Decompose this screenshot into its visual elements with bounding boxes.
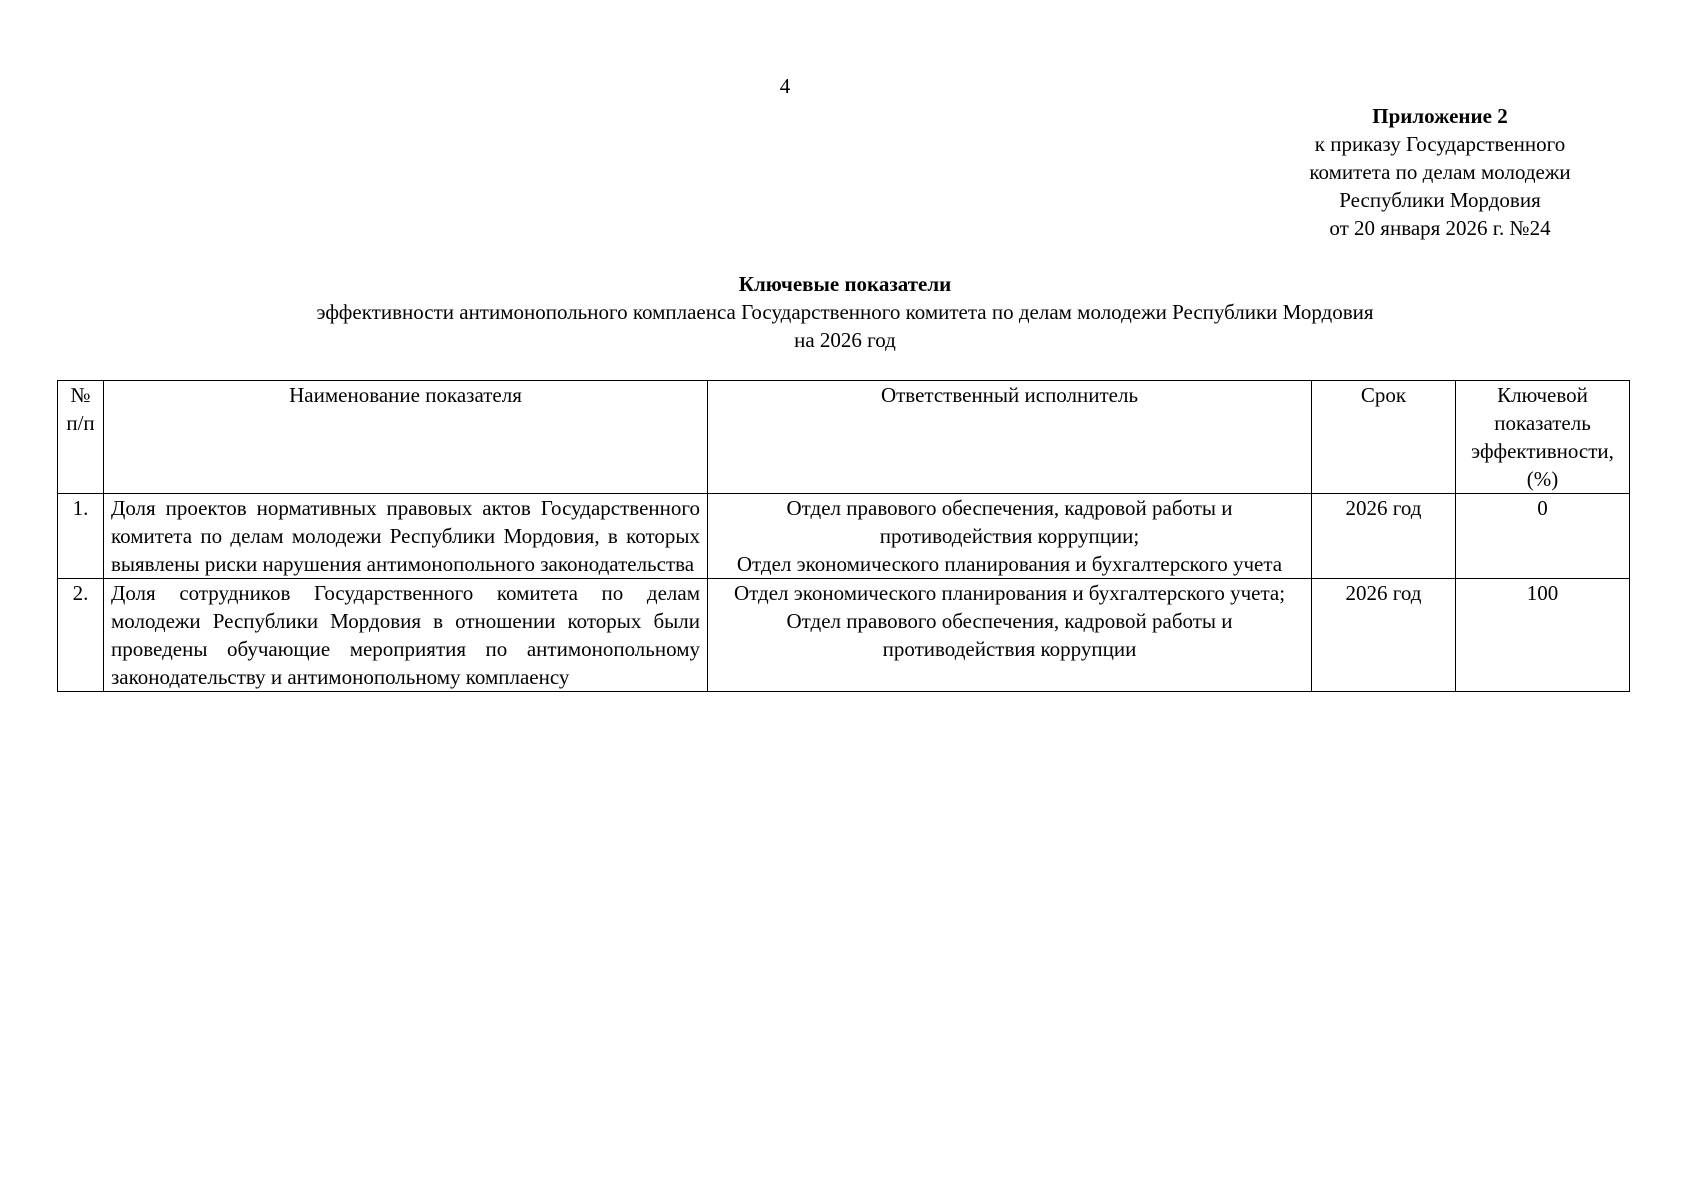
header-key: Ключевой показатель эффективности, (%) [1456,381,1630,494]
responsible-department: Отдел экономического планирования и бухгалтерского учета [736,552,1283,576]
appendix-line: комитета по делам молодежи [1309,160,1571,184]
table-header-row [58,381,1630,494]
row-responsible [708,579,1312,692]
row-term: 2026 год [1312,579,1456,692]
appendix-line: от 20 января 2026 г. №24 [1329,216,1551,240]
row-num: 1. [58,494,104,579]
header-term: Срок [1312,381,1456,494]
row-key-indicator: 0 [1456,494,1630,579]
header-num: № п/п [58,381,104,494]
appendix-title: Приложение 2 [1372,104,1508,128]
row-term: 2026 год [1312,494,1456,579]
document-period: на 2026 год [794,328,896,352]
appendix-block [1250,102,1630,242]
header-name: Наименование показателя [104,381,708,494]
table-row [58,494,1630,579]
document-subtitle: эффективности антимонопольного комплаенса Государственного комитета по делам молодежи Республики Мордовия [316,300,1374,324]
responsible-department: Отдел правового обеспечения, кадровой работы и противодействия коррупции [786,609,1233,661]
header-responsible: Ответственный исполнитель [708,381,1312,494]
row-num: 2. [58,579,104,692]
row-key-indicator: 100 [1456,579,1630,692]
document-heading [60,270,1630,354]
responsible-department: Отдел правового обеспечения, кадровой работы и противодействия коррупции; [786,496,1233,548]
kpi-table [57,380,1630,692]
table-row [58,579,1630,692]
row-responsible [708,494,1312,579]
document-title: Ключевые показатели [738,272,952,296]
appendix-line: Республики Мордовия [1339,188,1541,212]
row-indicator-name: Доля сотрудников Государственного комитета по делам молодежи Республики Мордовия в отношении которых были проведены обучающие мероприятия по антимонопольному законодательству и антимонопольному комплаенсу [104,579,708,692]
responsible-department: Отдел экономического планирования и бухгалтерского учета; [733,581,1286,605]
page-number: 4 [779,74,791,98]
appendix-line: к приказу Государственного [1314,132,1566,156]
row-indicator-name: Доля проектов нормативных правовых актов Государственного комитета по делам молодежи Республики Мордовия, в которых выявлены риски нарушения антимонопольного законодательства [104,494,708,579]
